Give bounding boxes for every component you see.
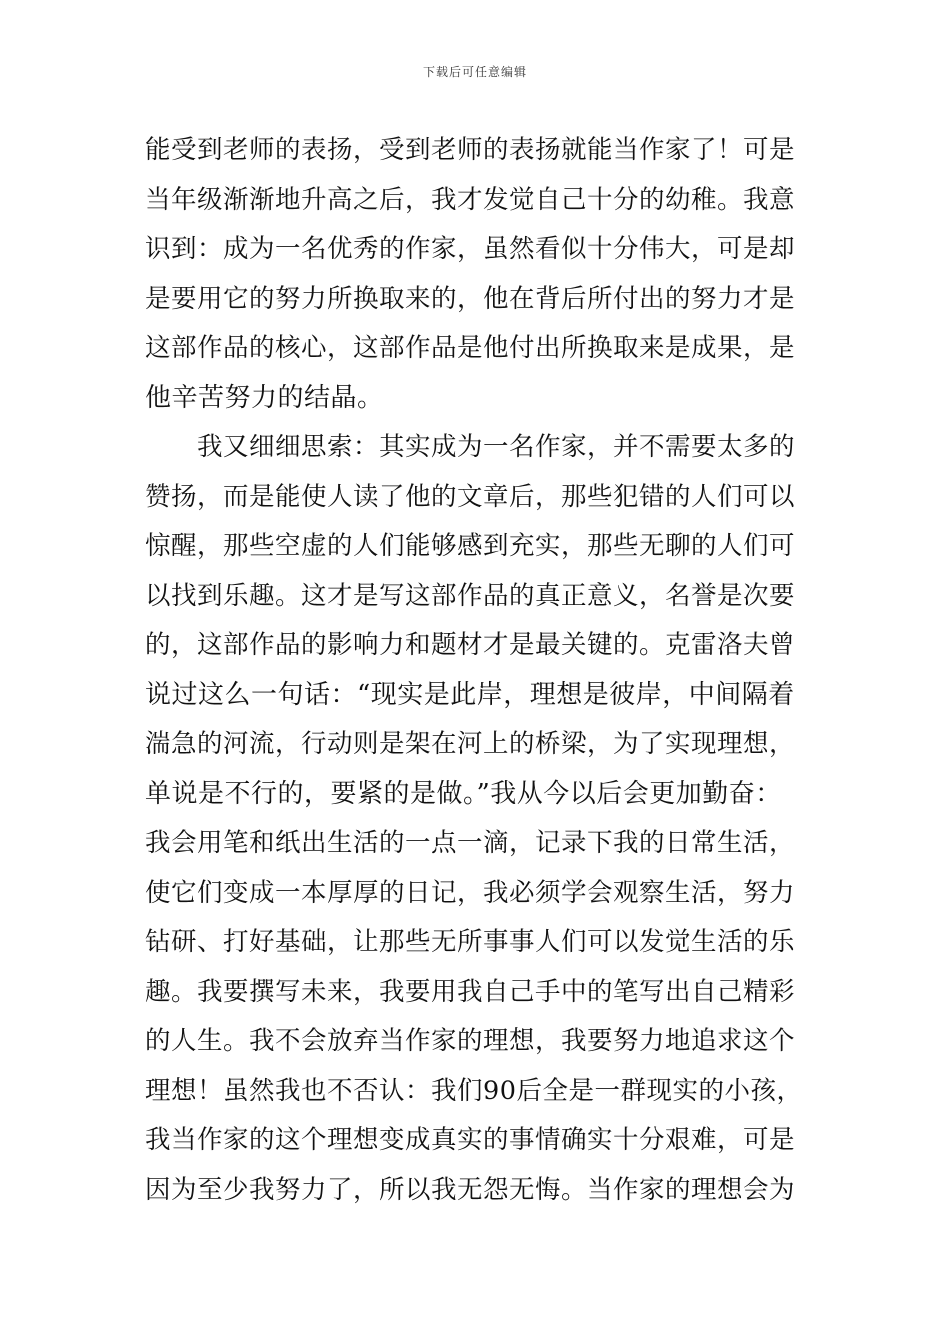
text-line: 我当作家的这个理想变成真实的事情确实十分艰难，可是 (145, 1125, 796, 1155)
text-line: 他辛苦努力的结晶。 (145, 382, 384, 413)
paragraph-first-line: 我又细细思索：其实成为一名作家，并不需要太多的 (197, 432, 796, 462)
text-line: 单说是不行的，要紧的是做。”我从今以后会更加勤奋： (145, 778, 782, 809)
text-line: 赞扬，而是能使人读了他的文章后，那些犯错的人们可以 (145, 481, 796, 512)
text-line: 的人生。我不会放弃当作家的理想，我要努力地追求这个 (145, 1026, 796, 1056)
text-line: 的，这部作品的影响力和题材才是最关键的。克雷洛夫曾 (145, 630, 796, 660)
text-line: 理想！虽然我也不否认：我们90后全是一群现实的小孩， (145, 1075, 803, 1106)
text-line: 识到：成为一名优秀的作家，虽然看似十分伟大，可是却 (145, 234, 796, 264)
page-header: 下载后可任意编辑 (422, 65, 527, 79)
text-line: 钻研、打好基础，让那些无所事事人们可以发觉生活的乐 (145, 927, 796, 957)
text-line: 湍急的河流，行动则是架在河上的桥梁，为了实现理想， (145, 729, 796, 759)
text-line: 当年级渐渐地升高之后，我才发觉自己十分的幼稚。我意 (145, 184, 796, 215)
text-line: 能受到老师的表扬，受到老师的表扬就能当作家了！可是 (145, 135, 796, 165)
text-line: 这部作品的核心，这部作品是他付出所换取来是成果，是 (145, 333, 796, 363)
text-line: 因为至少我努力了，所以我无怨无悔。当作家的理想会为 (145, 1174, 796, 1205)
text-line: 说过这么一句话：“现实是此岸，理想是彼岸，中间隔着 (145, 679, 795, 710)
body-text (145, 126, 805, 1215)
text-line: 惊醒，那些空虚的人们能够感到充实，那些无聊的人们可 (145, 531, 796, 561)
text-line: 我会用笔和纸出生活的一点一滴，记录下我的日常生活， (145, 828, 796, 858)
text-line: 是要用它的努力所换取来的，他在背后所付出的努力才是 (145, 283, 796, 314)
text-line: 使它们变成一本厚厚的日记，我必须学会观察生活，努力 (145, 877, 796, 908)
text-line: 以找到乐趣。这才是写这部作品的真正意义，名誉是次要 (145, 580, 796, 611)
text-line: 趣。我要撰写未来，我要用我自己手中的笔写出自己精彩 (145, 976, 796, 1007)
